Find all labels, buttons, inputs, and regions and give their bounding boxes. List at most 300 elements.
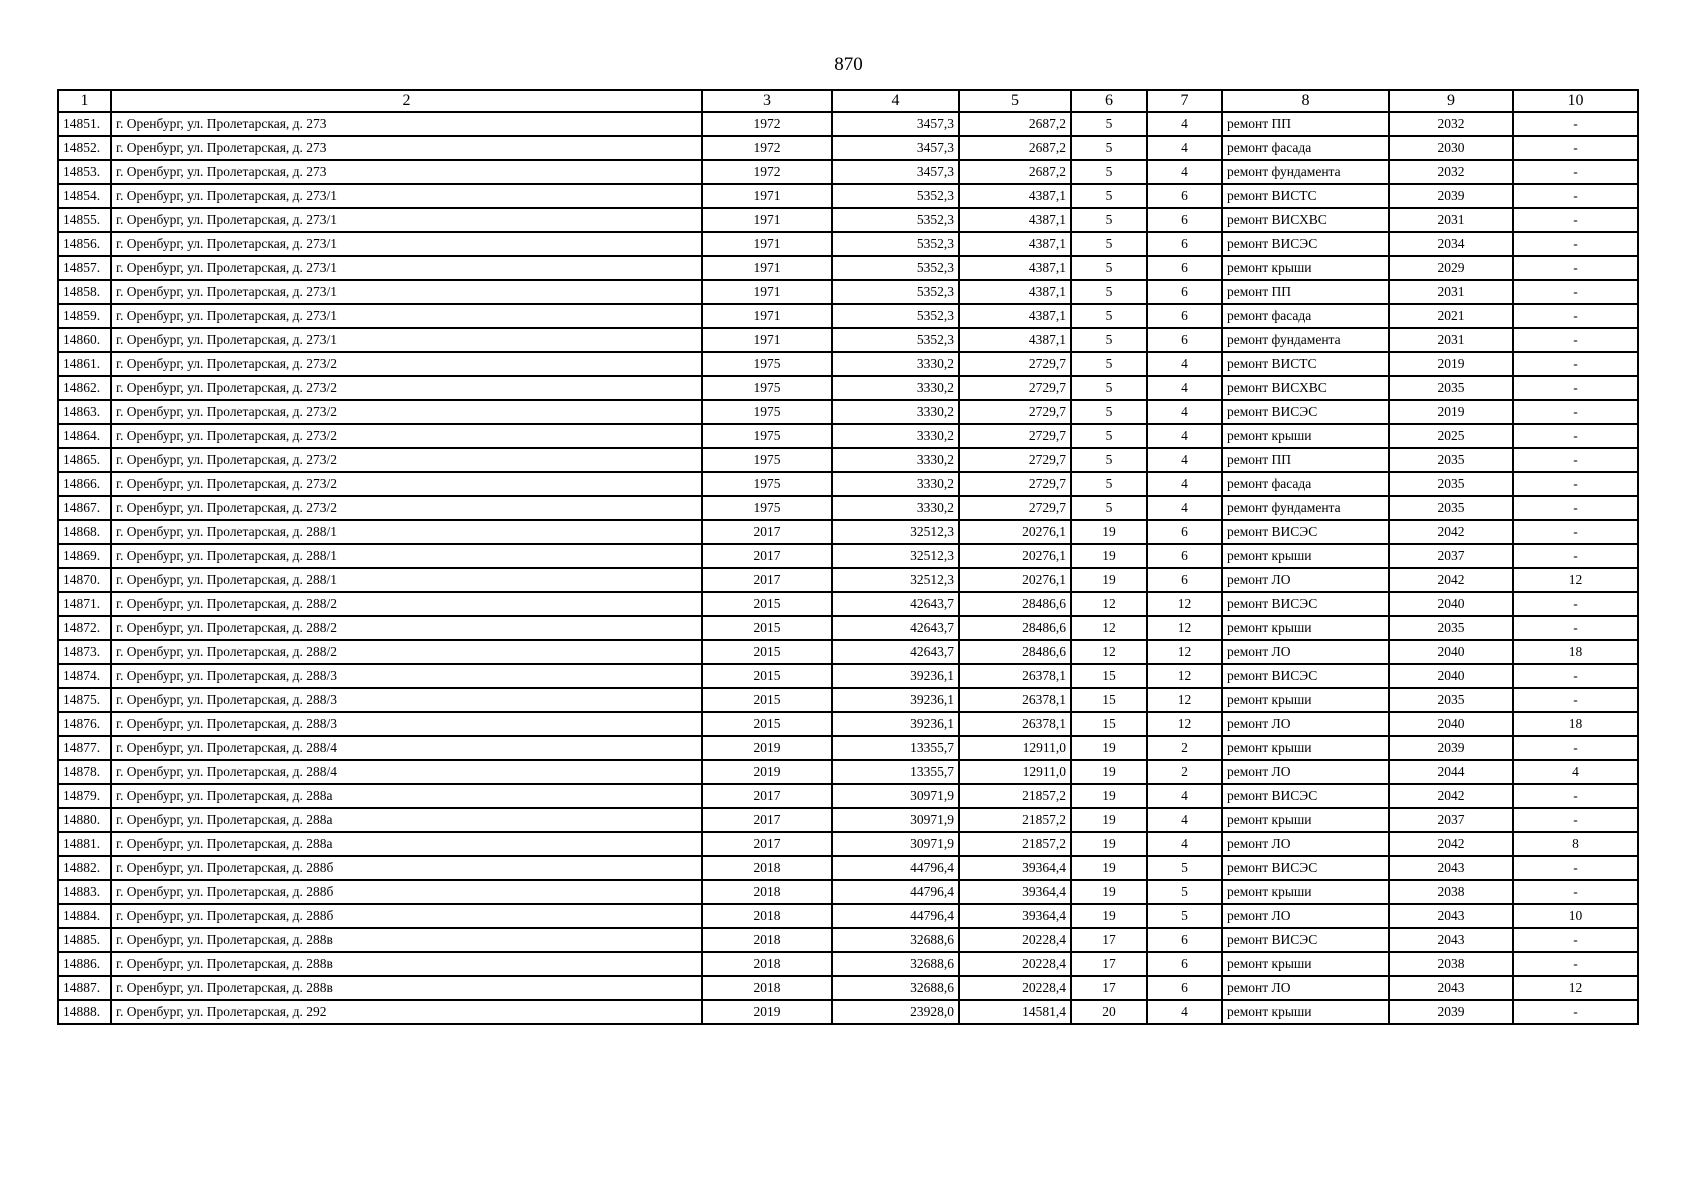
living-area-cell: 12911,0 [959,736,1071,760]
planned-year-cell: 2035 [1389,376,1513,400]
floors-cell: 19 [1071,808,1147,832]
work-type-cell: ремонт крыши [1222,808,1389,832]
year-cell: 2017 [702,520,832,544]
entrances-cell: 5 [1147,880,1222,904]
living-area-cell: 2729,7 [959,424,1071,448]
address-cell: г. Оренбург, ул. Пролетарская, д. 288/4 [111,760,702,784]
living-area-cell: 4387,1 [959,256,1071,280]
work-type-cell: ремонт крыши [1222,688,1389,712]
floors-cell: 5 [1071,184,1147,208]
elevators-cell: - [1513,616,1638,640]
floors-cell: 5 [1071,280,1147,304]
entrances-cell: 2 [1147,760,1222,784]
table-row [58,856,1638,880]
work-type-cell: ремонт крыши [1222,1000,1389,1024]
work-type-cell: ремонт ЛО [1222,904,1389,928]
row-number-cell: 14856. [58,232,111,256]
table-row [58,496,1638,520]
address-cell: г. Оренбург, ул. Пролетарская, д. 288/3 [111,688,702,712]
floors-cell: 12 [1071,640,1147,664]
table-row [58,280,1638,304]
elevators-cell: - [1513,112,1638,136]
address-cell: г. Оренбург, ул. Пролетарская, д. 288/2 [111,616,702,640]
row-number-cell: 14862. [58,376,111,400]
elevators-cell: - [1513,688,1638,712]
planned-year-cell: 2019 [1389,400,1513,424]
address-cell: г. Оренбург, ул. Пролетарская, д. 292 [111,1000,702,1024]
row-number-cell: 14853. [58,160,111,184]
floors-cell: 5 [1071,208,1147,232]
entrances-cell: 12 [1147,616,1222,640]
table-row [58,1000,1638,1024]
row-number-cell: 14881. [58,832,111,856]
table-row [58,136,1638,160]
address-cell: г. Оренбург, ул. Пролетарская, д. 288а [111,784,702,808]
total-area-cell: 30971,9 [832,784,959,808]
planned-year-cell: 2039 [1389,184,1513,208]
work-type-cell: ремонт крыши [1222,616,1389,640]
year-cell: 2015 [702,712,832,736]
living-area-cell: 21857,2 [959,832,1071,856]
elevators-cell: 4 [1513,760,1638,784]
entrances-cell: 6 [1147,568,1222,592]
total-area-cell: 42643,7 [832,592,959,616]
row-number-cell: 14869. [58,544,111,568]
living-area-cell: 4387,1 [959,280,1071,304]
elevators-cell: - [1513,544,1638,568]
row-number-cell: 14884. [58,904,111,928]
work-type-cell: ремонт ВИСЭС [1222,520,1389,544]
floors-cell: 5 [1071,472,1147,496]
planned-year-cell: 2042 [1389,520,1513,544]
elevators-cell: - [1513,424,1638,448]
planned-year-cell: 2021 [1389,304,1513,328]
planned-year-cell: 2042 [1389,784,1513,808]
entrances-cell: 6 [1147,304,1222,328]
entrances-cell: 6 [1147,280,1222,304]
row-number-cell: 14864. [58,424,111,448]
year-cell: 2015 [702,640,832,664]
living-area-cell: 14581,4 [959,1000,1071,1024]
total-area-cell: 44796,4 [832,904,959,928]
floors-cell: 5 [1071,448,1147,472]
floors-cell: 19 [1071,760,1147,784]
planned-year-cell: 2035 [1389,448,1513,472]
table-row [58,472,1638,496]
table-row [58,424,1638,448]
table-row [58,712,1638,736]
floors-cell: 5 [1071,496,1147,520]
floors-cell: 17 [1071,976,1147,1000]
year-cell: 2019 [702,736,832,760]
floors-cell: 17 [1071,928,1147,952]
row-number-cell: 14883. [58,880,111,904]
living-area-cell: 39364,4 [959,880,1071,904]
year-cell: 1971 [702,184,832,208]
total-area-cell: 13355,7 [832,736,959,760]
planned-year-cell: 2037 [1389,808,1513,832]
entrances-cell: 2 [1147,736,1222,760]
work-type-cell: ремонт крыши [1222,424,1389,448]
year-cell: 1975 [702,448,832,472]
table-header [58,90,1638,112]
table-row [58,688,1638,712]
address-cell: г. Оренбург, ул. Пролетарская, д. 273/1 [111,280,702,304]
address-cell: г. Оренбург, ул. Пролетарская, д. 288/1 [111,520,702,544]
total-area-cell: 32512,3 [832,544,959,568]
planned-year-cell: 2025 [1389,424,1513,448]
elevators-cell: 18 [1513,640,1638,664]
total-area-cell: 30971,9 [832,808,959,832]
work-type-cell: ремонт ПП [1222,280,1389,304]
elevators-cell: - [1513,304,1638,328]
entrances-cell: 12 [1147,592,1222,616]
entrances-cell: 4 [1147,376,1222,400]
work-type-cell: ремонт ПП [1222,448,1389,472]
floors-cell: 19 [1071,568,1147,592]
row-number-cell: 14867. [58,496,111,520]
table-row [58,568,1638,592]
floors-cell: 15 [1071,664,1147,688]
table-body [58,112,1638,1024]
total-area-cell: 44796,4 [832,856,959,880]
address-cell: г. Оренбург, ул. Пролетарская, д. 273/1 [111,208,702,232]
total-area-cell: 3330,2 [832,472,959,496]
work-type-cell: ремонт ЛО [1222,832,1389,856]
total-area-cell: 42643,7 [832,616,959,640]
row-number-cell: 14852. [58,136,111,160]
year-cell: 2017 [702,832,832,856]
year-cell: 2018 [702,952,832,976]
total-area-cell: 13355,7 [832,760,959,784]
elevators-cell: 12 [1513,976,1638,1000]
year-cell: 2017 [702,544,832,568]
row-number-cell: 14874. [58,664,111,688]
address-cell: г. Оренбург, ул. Пролетарская, д. 273/2 [111,424,702,448]
elevators-cell: - [1513,376,1638,400]
year-cell: 2019 [702,760,832,784]
row-number-cell: 14873. [58,640,111,664]
elevators-cell: - [1513,496,1638,520]
work-type-cell: ремонт ВИСЭС [1222,856,1389,880]
floors-cell: 12 [1071,616,1147,640]
total-area-cell: 5352,3 [832,184,959,208]
entrances-cell: 6 [1147,184,1222,208]
total-area-cell: 5352,3 [832,280,959,304]
year-cell: 2017 [702,808,832,832]
year-cell: 1975 [702,352,832,376]
table-row [58,784,1638,808]
header-row [58,90,1638,112]
table-row [58,808,1638,832]
planned-year-cell: 2043 [1389,856,1513,880]
total-area-cell: 5352,3 [832,304,959,328]
total-area-cell: 32688,6 [832,928,959,952]
row-number-cell: 14866. [58,472,111,496]
planned-year-cell: 2031 [1389,280,1513,304]
table-row [58,184,1638,208]
floors-cell: 19 [1071,880,1147,904]
total-area-cell: 39236,1 [832,688,959,712]
table-row [58,616,1638,640]
floors-cell: 5 [1071,232,1147,256]
total-area-cell: 3330,2 [832,376,959,400]
table-row [58,328,1638,352]
year-cell: 1975 [702,400,832,424]
address-cell: г. Оренбург, ул. Пролетарская, д. 273/2 [111,496,702,520]
row-number-cell: 14876. [58,712,111,736]
table-row [58,256,1638,280]
planned-year-cell: 2040 [1389,640,1513,664]
work-type-cell: ремонт крыши [1222,736,1389,760]
year-cell: 2017 [702,568,832,592]
work-type-cell: ремонт ЛО [1222,976,1389,1000]
year-cell: 2015 [702,664,832,688]
year-cell: 1972 [702,160,832,184]
work-type-cell: ремонт фасада [1222,136,1389,160]
floors-cell: 19 [1071,856,1147,880]
elevators-cell: - [1513,232,1638,256]
elevators-cell: - [1513,664,1638,688]
elevators-cell: - [1513,184,1638,208]
planned-year-cell: 2043 [1389,904,1513,928]
table-row [58,952,1638,976]
living-area-cell: 2729,7 [959,400,1071,424]
elevators-cell: - [1513,856,1638,880]
year-cell: 1971 [702,256,832,280]
elevators-cell: - [1513,208,1638,232]
entrances-cell: 4 [1147,400,1222,424]
address-cell: г. Оренбург, ул. Пролетарская, д. 288/3 [111,712,702,736]
floors-cell: 5 [1071,112,1147,136]
year-cell: 1975 [702,424,832,448]
column-header: 7 [1147,90,1222,112]
entrances-cell: 6 [1147,952,1222,976]
table-row [58,208,1638,232]
living-area-cell: 20228,4 [959,952,1071,976]
row-number-cell: 14870. [58,568,111,592]
planned-year-cell: 2042 [1389,568,1513,592]
total-area-cell: 32512,3 [832,568,959,592]
planned-year-cell: 2035 [1389,688,1513,712]
row-number-cell: 14851. [58,112,111,136]
row-number-cell: 14885. [58,928,111,952]
column-header: 5 [959,90,1071,112]
row-number-cell: 14888. [58,1000,111,1024]
year-cell: 1972 [702,112,832,136]
entrances-cell: 12 [1147,664,1222,688]
living-area-cell: 39364,4 [959,856,1071,880]
row-number-cell: 14855. [58,208,111,232]
row-number-cell: 14854. [58,184,111,208]
floors-cell: 5 [1071,328,1147,352]
total-area-cell: 5352,3 [832,208,959,232]
row-number-cell: 14880. [58,808,111,832]
table-row [58,544,1638,568]
work-type-cell: ремонт крыши [1222,952,1389,976]
address-cell: г. Оренбург, ул. Пролетарская, д. 288б [111,880,702,904]
planned-year-cell: 2040 [1389,664,1513,688]
work-type-cell: ремонт ВИСХВС [1222,208,1389,232]
work-type-cell: ремонт крыши [1222,256,1389,280]
planned-year-cell: 2043 [1389,928,1513,952]
entrances-cell: 4 [1147,448,1222,472]
total-area-cell: 32512,3 [832,520,959,544]
floors-cell: 5 [1071,136,1147,160]
floors-cell: 17 [1071,952,1147,976]
planned-year-cell: 2035 [1389,496,1513,520]
entrances-cell: 4 [1147,136,1222,160]
address-cell: г. Оренбург, ул. Пролетарская, д. 273/1 [111,304,702,328]
living-area-cell: 28486,6 [959,592,1071,616]
address-cell: г. Оренбург, ул. Пролетарская, д. 273/2 [111,448,702,472]
address-cell: г. Оренбург, ул. Пролетарская, д. 288/3 [111,664,702,688]
planned-year-cell: 2032 [1389,160,1513,184]
entrances-cell: 4 [1147,784,1222,808]
address-cell: г. Оренбург, ул. Пролетарская, д. 273/2 [111,352,702,376]
work-type-cell: ремонт крыши [1222,880,1389,904]
row-number-cell: 14863. [58,400,111,424]
row-number-cell: 14878. [58,760,111,784]
entrances-cell: 6 [1147,328,1222,352]
address-cell: г. Оренбург, ул. Пролетарская, д. 273/2 [111,376,702,400]
row-number-cell: 14877. [58,736,111,760]
year-cell: 1975 [702,496,832,520]
floors-cell: 5 [1071,160,1147,184]
entrances-cell: 4 [1147,112,1222,136]
address-cell: г. Оренбург, ул. Пролетарская, д. 288а [111,808,702,832]
row-number-cell: 14861. [58,352,111,376]
row-number-cell: 14872. [58,616,111,640]
floors-cell: 19 [1071,736,1147,760]
total-area-cell: 32688,6 [832,952,959,976]
table-row [58,400,1638,424]
total-area-cell: 5352,3 [832,232,959,256]
elevators-cell: 12 [1513,568,1638,592]
elevators-cell: - [1513,1000,1638,1024]
floors-cell: 19 [1071,544,1147,568]
living-area-cell: 2687,2 [959,160,1071,184]
column-header: 8 [1222,90,1389,112]
elevators-cell: - [1513,880,1638,904]
entrances-cell: 4 [1147,472,1222,496]
year-cell: 2017 [702,784,832,808]
year-cell: 1975 [702,472,832,496]
column-header: 6 [1071,90,1147,112]
table-row [58,760,1638,784]
row-number-cell: 14857. [58,256,111,280]
year-cell: 2018 [702,928,832,952]
planned-year-cell: 2030 [1389,136,1513,160]
planned-year-cell: 2042 [1389,832,1513,856]
elevators-cell: - [1513,808,1638,832]
living-area-cell: 20228,4 [959,928,1071,952]
planned-year-cell: 2031 [1389,208,1513,232]
column-header: 10 [1513,90,1638,112]
planned-year-cell: 2019 [1389,352,1513,376]
entrances-cell: 12 [1147,640,1222,664]
column-header: 1 [58,90,111,112]
planned-year-cell: 2029 [1389,256,1513,280]
total-area-cell: 3330,2 [832,424,959,448]
entrances-cell: 12 [1147,712,1222,736]
entrances-cell: 4 [1147,496,1222,520]
address-cell: г. Оренбург, ул. Пролетарская, д. 288б [111,856,702,880]
entrances-cell: 6 [1147,232,1222,256]
work-type-cell: ремонт ВИСЭС [1222,664,1389,688]
floors-cell: 19 [1071,904,1147,928]
work-type-cell: ремонт крыши [1222,544,1389,568]
living-area-cell: 21857,2 [959,784,1071,808]
table-row [58,448,1638,472]
elevators-cell: - [1513,400,1638,424]
elevators-cell: - [1513,784,1638,808]
total-area-cell: 44796,4 [832,880,959,904]
elevators-cell: - [1513,952,1638,976]
work-type-cell: ремонт ЛО [1222,760,1389,784]
floors-cell: 15 [1071,712,1147,736]
year-cell: 1971 [702,232,832,256]
row-number-cell: 14882. [58,856,111,880]
work-type-cell: ремонт ВИСЭС [1222,784,1389,808]
column-header: 2 [111,90,702,112]
work-type-cell: ремонт ВИСТС [1222,352,1389,376]
entrances-cell: 6 [1147,256,1222,280]
entrances-cell: 4 [1147,832,1222,856]
living-area-cell: 2687,2 [959,112,1071,136]
table-row [58,112,1638,136]
year-cell: 2018 [702,904,832,928]
year-cell: 2018 [702,976,832,1000]
column-header: 9 [1389,90,1513,112]
work-type-cell: ремонт ВИСТС [1222,184,1389,208]
total-area-cell: 23928,0 [832,1000,959,1024]
address-cell: г. Оренбург, ул. Пролетарская, д. 273 [111,160,702,184]
living-area-cell: 2729,7 [959,376,1071,400]
table-row [58,232,1638,256]
address-cell: г. Оренбург, ул. Пролетарская, д. 288в [111,928,702,952]
living-area-cell: 20228,4 [959,976,1071,1000]
entrances-cell: 5 [1147,904,1222,928]
table-row [58,640,1638,664]
floors-cell: 20 [1071,1000,1147,1024]
living-area-cell: 2687,2 [959,136,1071,160]
year-cell: 2018 [702,880,832,904]
entrances-cell: 6 [1147,544,1222,568]
entrances-cell: 6 [1147,928,1222,952]
address-cell: г. Оренбург, ул. Пролетарская, д. 288в [111,952,702,976]
page-number: 870 [834,54,863,75]
total-area-cell: 3330,2 [832,496,959,520]
work-type-cell: ремонт ЛО [1222,640,1389,664]
table-row [58,832,1638,856]
planned-year-cell: 2039 [1389,1000,1513,1024]
row-number-cell: 14860. [58,328,111,352]
address-cell: г. Оренбург, ул. Пролетарская, д. 273/1 [111,328,702,352]
table-row [58,976,1638,1000]
entrances-cell: 4 [1147,808,1222,832]
year-cell: 1971 [702,208,832,232]
total-area-cell: 5352,3 [832,328,959,352]
address-cell: г. Оренбург, ул. Пролетарская, д. 273/1 [111,232,702,256]
row-number-cell: 14865. [58,448,111,472]
elevators-cell: 18 [1513,712,1638,736]
table-row [58,736,1638,760]
living-area-cell: 20276,1 [959,544,1071,568]
elevators-cell: 10 [1513,904,1638,928]
year-cell: 1972 [702,136,832,160]
living-area-cell: 4387,1 [959,304,1071,328]
